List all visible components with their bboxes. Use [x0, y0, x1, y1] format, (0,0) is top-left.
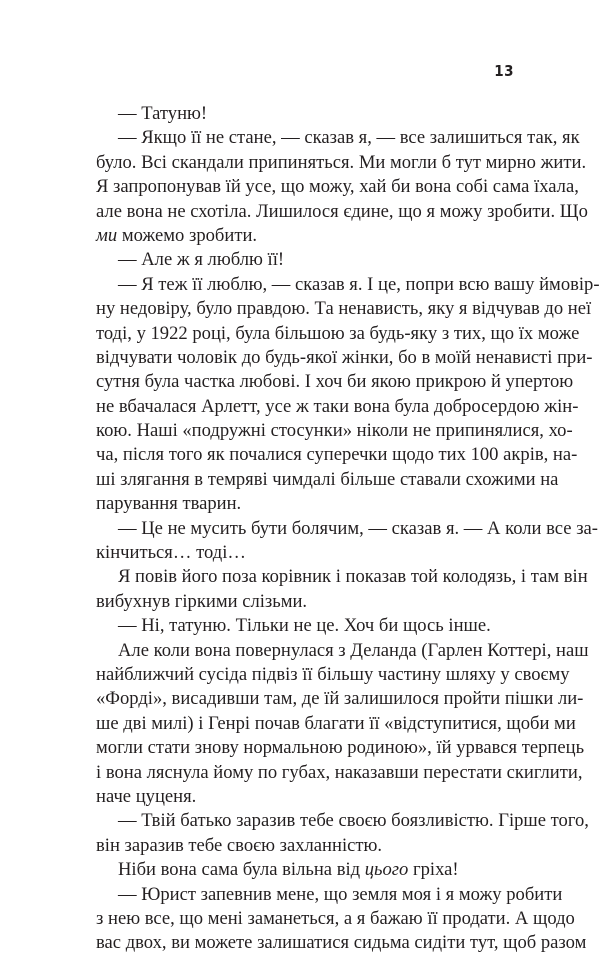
- text-line: вибухнув гіркими слізьми.: [96, 590, 308, 612]
- italic-emphasis: цього: [364, 859, 409, 881]
- text-line: — Це не мусить бути болячим, — сказав я. — А коли все за-: [118, 517, 598, 539]
- text-segment: гріха!: [408, 859, 459, 881]
- text-line: Я повів його поза корівник і показав той колодязь, і там він: [118, 566, 588, 588]
- text-line: — Якщо її не стане, — сказав я, — все залишиться так, як: [118, 127, 580, 149]
- text-line: Я запропонував їй усе, що можу, хай би вона собі сама їхала,: [96, 176, 579, 198]
- text-line: він заразив тебе своєю захланністю.: [96, 834, 383, 856]
- text-segment: Ніби вона сама була вільна від: [118, 859, 365, 881]
- text-line: — Але ж я люблю її!: [118, 249, 285, 271]
- text-line: не вбачалася Арлетт, усе ж таки вона була добросердою жін-: [96, 395, 579, 417]
- italic-emphasis: ми: [96, 224, 118, 246]
- text-line: [96, 858, 515, 882]
- text-segment: можемо зробити.: [117, 224, 258, 246]
- text-line: [96, 224, 515, 248]
- text-line: найближчий сусіда підвіз її більшу частину шляху у своєму: [96, 663, 570, 685]
- text-line: могли стати знову нормальною родиною», їй урвався терпець: [96, 737, 585, 759]
- text-line: вас двох, ви можете залишатися сидьма сидіти тут, щоб разом: [96, 932, 587, 954]
- text-line: — Твій батько заразив тебе своєю боязливістю. Гірше того,: [118, 810, 589, 832]
- text-line: ші злягання в темряві чимдалі більше ставали схожими на: [96, 468, 559, 490]
- text-line: з нею все, що мені заманеться, а я бажаю її продати. А щодо: [96, 907, 575, 929]
- text-line: сутня була частка любові. І хоч би якою прикрою й упертою: [96, 371, 574, 393]
- text-line: було. Всі скандали припиняться. Ми могли б тут мирно жити.: [96, 151, 587, 173]
- page-number: 13: [494, 62, 514, 80]
- text-line: кою. Наші «подружні стосунки» ніколи не припинялися, хо-: [96, 420, 573, 442]
- text-line: наче цуценя.: [96, 785, 197, 807]
- text-line: кінчиться… тоді…: [96, 542, 246, 564]
- text-line: «Форді», висадивши там, де їй залишилося пройти пішки ли-: [96, 688, 584, 710]
- text-line: відчувати чоловік до будь-якої жінки, бо в моїй ненависті при-: [96, 346, 593, 368]
- text-line: і вона ляснула йому по губах, наказавши перестати скиглити,: [96, 761, 583, 783]
- text-line: тоді, у 1922 році, була більшою за будь-яку з тих, що їх може: [96, 322, 580, 344]
- body-text: [96, 102, 600, 956]
- text-line: — Ні, татуню. Тільки не це. Хоч би щось інше.: [118, 615, 491, 637]
- text-line: — Юрист запевнив мене, що земля моя і я можу робити: [118, 883, 563, 905]
- text-line: — Я теж її люблю, — сказав я. І це, попри всю вашу ймовір-: [118, 273, 600, 295]
- text-line: — Татуню!: [118, 103, 208, 124]
- text-line: ше дві милі) і Генрі почав благати її «відступитися, щоби ми: [96, 712, 576, 734]
- text-line: парування тварин.: [96, 493, 242, 515]
- text-line: ну недовіру, було правдою. Та ненависть, яку я відчував до неї: [96, 298, 592, 320]
- text-line: але вона не схотіла. Лишилося єдине, що я можу зробити. Що: [96, 200, 588, 222]
- text-line: ча, після того як почалися суперечки щодо тих 100 акрів, на-: [96, 444, 578, 466]
- text-line: Але коли вона повернулася з Деланда (Гарлен Коттері, наш: [118, 639, 589, 661]
